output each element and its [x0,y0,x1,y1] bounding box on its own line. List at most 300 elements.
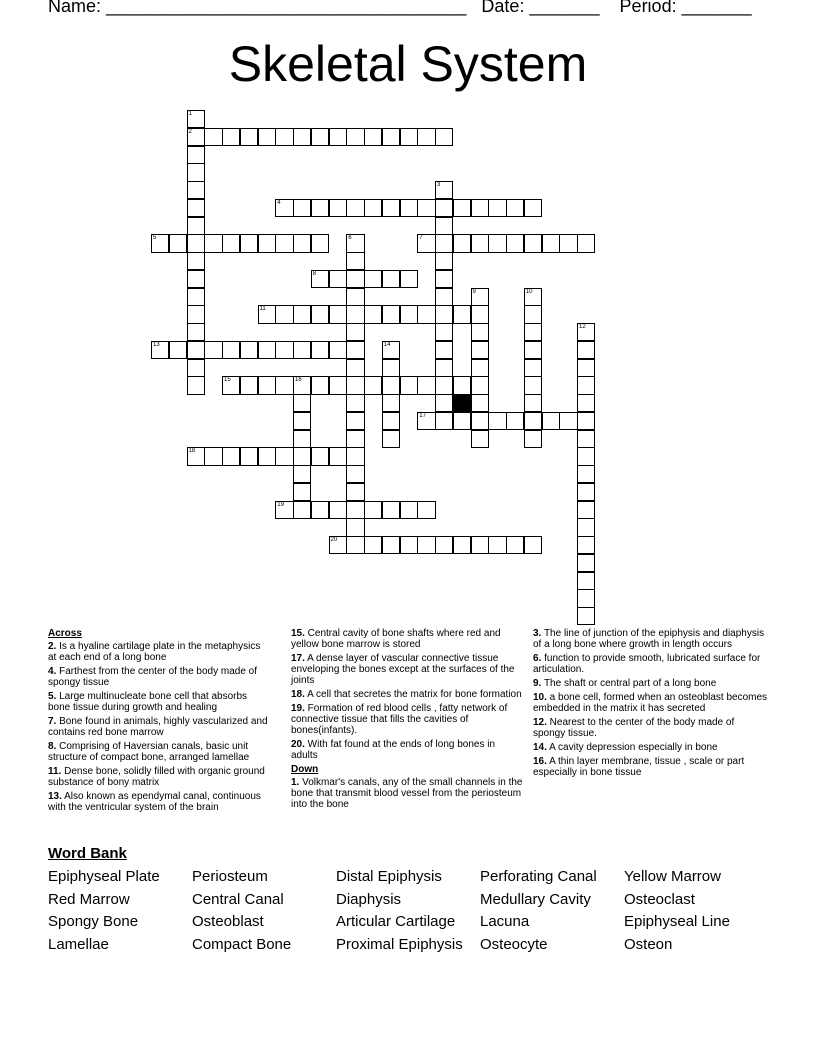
clue-item-text: Dense bone, solidly filled with organic ground substance of bony matrix [48,766,265,788]
clue-item-text: A thin layer membrane, tissue , scale or part especially in bone tissue [533,756,745,778]
crossword-cell[interactable] [329,305,347,323]
page-title: Skeletal System [228,36,588,92]
crossword-cell[interactable] [417,199,435,217]
crossword-cell[interactable] [293,305,311,323]
crossword-cell[interactable] [524,305,542,323]
crossword-cell[interactable] [258,234,276,252]
clue-item-number: 11. [48,766,62,777]
clue-number: 16 [295,377,302,384]
crossword-cell[interactable] [435,234,453,252]
crossword-cell[interactable] [293,234,311,252]
word-bank-item: Compact Bone [192,935,292,953]
crossword-cell[interactable] [453,199,471,217]
clue-item-number: 10. [533,692,547,703]
crossword-cell[interactable] [577,483,595,501]
crossword-cell[interactable] [240,234,258,252]
clue-item [48,716,270,738]
crossword-cell[interactable] [382,536,400,554]
word-bank-item: Distal Epiphysis [336,868,442,885]
crossword-cell[interactable] [187,305,205,323]
crossword-cell[interactable] [577,589,595,607]
crossword-cell[interactable] [329,501,347,519]
crossword-cell[interactable] [346,412,364,430]
crossword-cell[interactable] [346,323,364,341]
crossword-cell[interactable] [293,465,311,483]
crossword-cell[interactable] [524,394,542,412]
crossword-cell[interactable] [471,234,489,252]
crossword-cell[interactable] [346,252,364,270]
clue-item-number: 19. [291,703,305,714]
crossword-cell[interactable] [293,394,311,412]
clue-number: 3 [437,182,441,188]
crossword-cell[interactable] [329,536,347,554]
clue-item-number: 1. [291,777,300,788]
crossword-cell[interactable] [346,199,364,217]
clue-item [533,628,769,650]
crossword-cell[interactable] [577,554,595,572]
crossword-cell[interactable] [364,128,382,146]
crossword-cell[interactable] [364,501,382,519]
crossword-cell[interactable] [435,341,453,359]
crossword-cell[interactable] [329,128,347,146]
crossword-cell[interactable] [187,376,205,394]
crossword-cell[interactable] [187,234,205,252]
crossword-cell[interactable] [435,376,453,394]
clue-item [533,678,769,689]
crossword-cell[interactable] [275,501,293,519]
crossword-cell[interactable] [417,305,435,323]
crossword-cell[interactable] [346,483,364,501]
clue-item [48,741,270,763]
crossword-cell[interactable] [187,217,205,235]
crossword-cell[interactable] [435,199,453,217]
crossword-cell[interactable] [577,234,595,252]
crossword-cell[interactable] [329,199,347,217]
crossword-cell[interactable] [559,412,577,430]
crossword-cell[interactable] [559,234,577,252]
crossword-cell[interactable] [435,288,453,306]
crossword-cell[interactable] [400,376,418,394]
clue-item [48,691,270,713]
word-bank-item: Osteoblast [192,913,264,930]
name-field-label: Name: ____________________________________ [48,0,467,16]
crossword-cell[interactable] [453,376,471,394]
crossword-cell[interactable] [222,234,240,252]
crossword-cell[interactable] [346,359,364,377]
crossword-cell[interactable] [506,199,524,217]
clue-item-text: Farthest from the center of the body made of spongy tissue [48,666,258,688]
crossword-cell[interactable] [187,359,205,377]
crossword-cell[interactable] [471,341,489,359]
clues-column-1 [48,628,270,816]
clue-number: 2 [188,128,192,135]
crossword-cell[interactable] [524,199,542,217]
crossword-cell[interactable] [417,234,435,252]
clue-number: 7 [419,235,423,242]
crossword-cell[interactable] [346,341,364,359]
crossword-cell[interactable] [275,128,293,146]
crossword-cell[interactable] [577,376,595,394]
crossword-cell[interactable] [293,128,311,146]
clue-item [48,766,270,788]
crossword-cell[interactable] [400,305,418,323]
crossword-cell[interactable] [293,376,311,394]
crossword-cell[interactable] [577,572,595,590]
clue-item-number: 3. [533,628,542,639]
clue-number: 19 [277,501,284,508]
word-bank [48,866,768,956]
crossword-cell[interactable] [329,270,347,288]
period-field-label: Period: _______ [619,0,752,16]
clue-number: 4 [277,199,281,206]
word-bank-item: Diaphysis [336,890,402,908]
clue-item [533,717,769,739]
crossword-cell[interactable] [293,412,311,430]
crossword-cell[interactable] [329,341,347,359]
word-bank-item: Osteon [624,935,673,953]
crossword-cell[interactable] [435,305,453,323]
crossword-cell[interactable] [187,252,205,270]
crossword-cell[interactable] [506,234,524,252]
crossword-cell[interactable] [187,447,205,465]
crossword-cell[interactable] [382,501,400,519]
crossword-cell[interactable] [204,447,222,465]
crossword-cell[interactable] [471,288,489,306]
crossword-cell[interactable] [222,128,240,146]
crossword-cell[interactable] [258,341,276,359]
crossword-cell[interactable] [488,199,506,217]
clue-item [533,756,769,778]
word-bank-item: Osteocyte [480,935,548,953]
crossword-cell[interactable] [346,128,364,146]
clue-number: 18 [188,448,196,455]
clue-item [291,703,523,736]
crossword-cell[interactable] [471,412,489,430]
clue-number: 14 [383,341,391,348]
crossword-cell[interactable] [524,536,542,554]
crossword-cell[interactable] [577,412,595,430]
crossword-cell[interactable] [311,199,329,217]
crossword-cell[interactable] [187,270,205,288]
crossword-cell[interactable] [311,128,329,146]
crossword-cell[interactable] [382,412,400,430]
clue-item-number: 20. [291,739,305,750]
crossword-cell[interactable] [577,518,595,536]
word-bank-item: Osteoclast [624,890,695,908]
crossword-cell[interactable] [311,341,329,359]
clue-number: 20 [330,537,338,543]
crossword-cell[interactable] [524,234,542,252]
crossword-cell[interactable] [293,483,311,501]
crossword-cell[interactable] [187,128,205,146]
crossword-cell[interactable] [151,234,169,252]
crossword-cell[interactable] [435,323,453,341]
clues-column-3 [533,628,769,781]
clue-item-number: 5. [48,691,57,702]
crossword-cell[interactable] [435,536,453,554]
crossword-cell[interactable] [506,536,524,554]
crossword-cell[interactable] [542,412,560,430]
clue-item-number: 13. [48,791,62,802]
crossword-cell[interactable] [187,146,205,164]
crossword-cell[interactable] [311,234,329,252]
crossword-cell[interactable] [293,341,311,359]
crossword-cell[interactable] [258,305,276,323]
crossword-cell[interactable] [400,128,418,146]
crossword-cell[interactable] [222,341,240,359]
crossword-cell[interactable] [471,305,489,323]
crossword-cell[interactable] [577,394,595,412]
crossword-cell[interactable] [364,376,382,394]
crossword-cell[interactable] [524,359,542,377]
crossword-cell[interactable] [453,305,471,323]
black-square [453,394,471,412]
crossword-cell[interactable] [240,447,258,465]
crossword-cell[interactable] [311,270,329,288]
crossword-cell[interactable] [435,359,453,377]
crossword-cell[interactable] [222,447,240,465]
word-bank-item: Lacuna [480,913,530,930]
crossword-cell[interactable] [311,305,329,323]
crossword-cell[interactable] [364,199,382,217]
crossword-cell[interactable] [382,394,400,412]
crossword-cell[interactable] [542,234,560,252]
crossword-cell[interactable] [382,305,400,323]
crossword-cell[interactable] [417,128,435,146]
word-bank-item: Proximal Epiphysis [336,935,463,953]
crossword-cell[interactable] [577,341,595,359]
crossword-cell[interactable] [346,270,364,288]
clue-item-text: Central cavity of bone shafts where red and yellow bone marrow is stored [291,628,501,650]
crossword-cell[interactable] [435,394,453,412]
crossword-cell[interactable] [204,128,222,146]
crossword-cell[interactable] [417,501,435,519]
word-bank-item: Perforating Canal [480,868,597,885]
crossword-cell[interactable] [471,376,489,394]
crossword-cell[interactable] [275,447,293,465]
crossword-cell[interactable] [364,270,382,288]
date-field-label: Date: _______ [481,0,600,16]
clue-item-number: 12. [533,717,547,728]
crossword-cell[interactable] [240,376,258,394]
crossword-cell[interactable] [240,341,258,359]
clue-number: 9 [472,288,476,295]
crossword-cell[interactable] [187,288,205,306]
crossword-cell[interactable] [471,359,489,377]
crossword-cell[interactable] [329,376,347,394]
crossword-cell[interactable] [187,199,205,217]
crossword-cell[interactable] [346,234,364,252]
crossword-cell[interactable] [488,536,506,554]
clue-number: 8 [312,270,317,277]
crossword-cell[interactable] [577,607,595,625]
crossword-cell[interactable] [346,447,364,465]
crossword-cell[interactable] [346,501,364,519]
crossword-cell[interactable] [417,536,435,554]
crossword-cell[interactable] [488,412,506,430]
clue-item [533,742,769,753]
crossword-cell[interactable] [382,430,400,448]
crossword-cell[interactable] [346,465,364,483]
crossword-cell[interactable] [524,376,542,394]
crossword-cell[interactable] [346,430,364,448]
crossword-cell[interactable] [258,128,276,146]
clue-item [48,666,270,688]
clue-item-text: Bone found in animals, highly vascularized and contains red bone marrow [48,716,268,738]
clue-item [291,777,523,810]
crossword-cell[interactable] [382,270,400,288]
crossword-cell[interactable] [524,288,542,306]
crossword-cell[interactable] [506,412,524,430]
clue-item [291,739,523,761]
clue-item-text: A cavity depression especially in bone [546,742,718,753]
crossword-cell[interactable] [275,234,293,252]
word-bank-item: Yellow Marrow [624,868,721,885]
crossword-cell[interactable] [187,323,205,341]
crossword-cell[interactable] [346,518,364,536]
crossword-cell[interactable] [435,217,453,235]
clue-item [533,692,769,714]
crossword-cell[interactable] [187,341,205,359]
crossword-cell[interactable] [435,181,453,199]
clue-item-number: 17. [291,653,305,664]
clue-item-number: 16. [533,756,547,767]
clue-item-text: Formation of red blood cells , fatty network of connective tissue that fills the cavities of bones(infants). [291,703,508,736]
crossword-cell[interactable] [275,199,293,217]
crossword-cell[interactable] [524,430,542,448]
crossword-cell[interactable] [524,323,542,341]
clue-item [291,653,523,686]
clue-item-text: Large multinucleate bone cell that absorbs bone tissue during growth and healing [48,691,248,713]
crossword-cell[interactable] [293,199,311,217]
crossword-cell[interactable] [311,501,329,519]
word-bank-item: Spongy Bone [48,913,139,930]
clue-item-text: Nearest to the center of the body made of spongy tissue. [533,717,735,739]
crossword-cell[interactable] [204,341,222,359]
crossword-cell[interactable] [187,163,205,181]
word-bank-item: Periosteum [192,868,268,885]
clue-item-number: 4. [48,666,57,677]
crossword-cell[interactable] [577,359,595,377]
clue-item-number: 9. [533,678,542,689]
word-bank-item: Medullary Cavity [480,890,591,908]
crossword-cell[interactable] [577,465,595,483]
crossword-cell[interactable] [435,252,453,270]
crossword-cell[interactable] [346,305,364,323]
crossword-cell[interactable] [329,447,347,465]
clue-item [533,653,769,675]
crossword-cell[interactable] [311,447,329,465]
crossword-cell[interactable] [275,341,293,359]
down-heading: Down [291,764,319,775]
crossword-cell[interactable] [382,359,400,377]
crossword-cell[interactable] [346,288,364,306]
clue-item-text: Comprising of Haversian canals, basic unit structure of compact bone, arranged lamellae [48,741,250,763]
crossword-cell[interactable] [382,199,400,217]
crossword-cell[interactable] [364,305,382,323]
crossword-cell[interactable] [258,376,276,394]
crossword-cell[interactable] [293,447,311,465]
crossword-cell[interactable] [471,430,489,448]
crossword-cell[interactable] [364,536,382,554]
clue-item-number: 18. [291,689,305,700]
crossword-cell[interactable] [577,430,595,448]
crossword-cell[interactable] [435,270,453,288]
crossword-cell[interactable] [204,234,222,252]
crossword-cell[interactable] [577,536,595,554]
crossword-cell[interactable] [453,536,471,554]
crossword-cell[interactable] [471,536,489,554]
clue-number: 5 [153,235,157,242]
clue-item-number: 7. [48,716,57,727]
crossword-cell[interactable] [346,394,364,412]
crossword-cell[interactable] [382,376,400,394]
crossword-cell[interactable] [577,447,595,465]
crossword-cell[interactable] [400,199,418,217]
clue-item-text: The line of junction of the epiphysis and diaphysis of a long bone where growth in length occurs [533,628,765,650]
clue-item [48,641,270,663]
clue-item-number: 15. [291,628,305,639]
crossword-cell[interactable] [187,110,205,128]
crossword-cell[interactable] [417,412,435,430]
crossword-cell[interactable] [293,501,311,519]
crossword-cell[interactable] [382,341,400,359]
crossword-cell[interactable] [151,341,169,359]
crossword-cell[interactable] [258,447,276,465]
crossword-cell[interactable] [471,199,489,217]
clue-item-number: 2. [48,641,57,652]
crossword-cell[interactable] [346,536,364,554]
clue-number: 1 [188,111,192,117]
clue-item-text: function to provide smooth, lubricated surface for articulation. [533,653,761,675]
clue-number: 15 [224,377,231,384]
crossword-cell[interactable] [453,234,471,252]
word-bank-item: Articular Cartilage [336,913,456,930]
crossword-cell[interactable] [524,341,542,359]
across-heading: Across [48,628,82,639]
crossword-cell[interactable] [524,412,542,430]
crossword-cell[interactable] [435,412,453,430]
crossword-cell[interactable] [435,128,453,146]
crossword-cell[interactable] [400,501,418,519]
clue-item-text: A cell that secretes the matrix for bone formation [304,689,522,700]
clue-item-text: a bone cell, formed when an osteoblast becomes embedded in the matrix it has secreted [533,692,768,714]
crossword-cell[interactable] [417,376,435,394]
crossword-cell[interactable] [222,376,240,394]
crossword-cell[interactable] [471,323,489,341]
crossword-cell[interactable] [187,181,205,199]
word-bank-item: Epiphyseal Plate [48,868,160,885]
crossword-cell[interactable] [488,234,506,252]
crossword-cell[interactable] [275,305,293,323]
crossword-cell[interactable] [346,376,364,394]
crossword-cell[interactable] [275,376,293,394]
crossword-cell[interactable] [453,412,471,430]
crossword-cell[interactable] [577,323,595,341]
crossword-cell[interactable] [240,128,258,146]
crossword-cell[interactable] [471,394,489,412]
clue-number: 13 [153,341,160,348]
crossword-cell[interactable] [382,128,400,146]
crossword-cell[interactable] [311,376,329,394]
crossword-cell[interactable] [169,341,187,359]
crossword-cell[interactable] [169,234,187,252]
crossword-cell[interactable] [293,430,311,448]
crossword-cell[interactable] [577,501,595,519]
crossword-cell[interactable] [400,536,418,554]
clue-number: 6 [348,235,352,242]
crossword-cell[interactable] [400,270,418,288]
